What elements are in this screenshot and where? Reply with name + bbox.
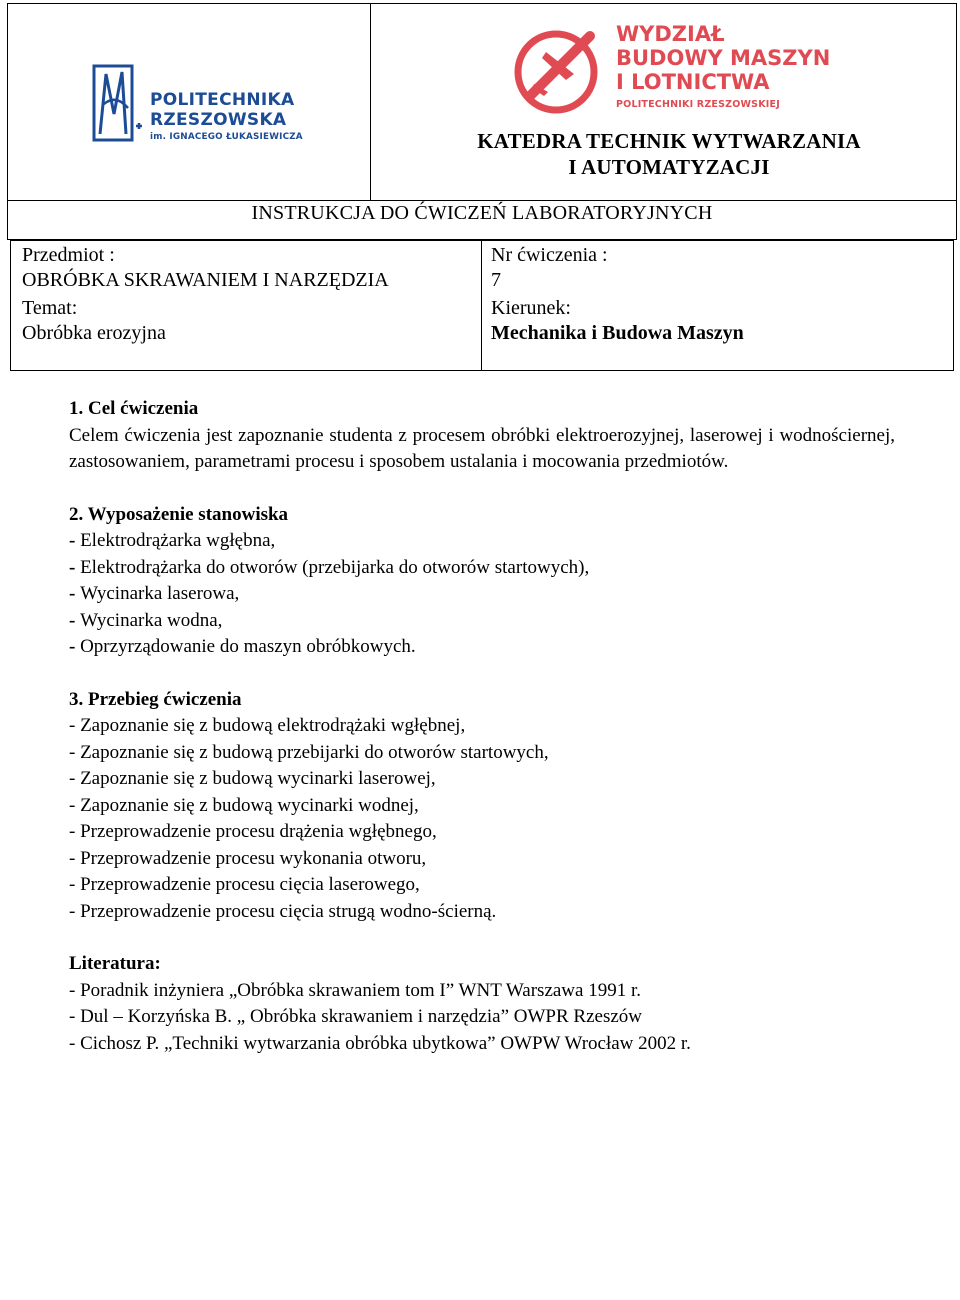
logo-text: BUDOWY MASZYN	[616, 46, 831, 70]
list-item: - Przeprowadzenie procesu drążenia wgłębnego,	[69, 821, 437, 842]
department-name	[372, 128, 960, 180]
header-divider	[8, 200, 956, 201]
subject-value: OBRÓBKA SKRAWANIEM I NARZĘDZIA	[22, 269, 389, 291]
logo-text: I LOTNICTWA	[616, 70, 770, 94]
department-line: KATEDRA TECHNIK WYTWARZANIA	[477, 129, 861, 153]
literature-item: - Poradnik inżyniera „Obróbka skrawaniem tom I” WNT Warszawa 1991 r.	[69, 979, 641, 1001]
logo-subtitle: POLITECHNIKI RZESZOWSKIEJ	[616, 99, 780, 110]
logo-subtitle: im. IGNACEGO ŁUKASIEWICZA	[150, 132, 303, 142]
list-item: - Zapoznanie się z budową przebijarki do otworów startowych,	[69, 741, 549, 763]
list-item: - Zapoznanie się z budową wycinarki wodnej,	[69, 794, 419, 816]
section-heading: 1. Cel ćwiczenia	[69, 398, 199, 419]
exercise-label: Nr ćwiczenia :	[491, 244, 608, 266]
literature-heading: Literatura:	[69, 953, 161, 974]
wydzial-logo	[508, 22, 831, 122]
topic-label: Temat:	[22, 297, 78, 319]
list-item: - Przeprowadzenie procesu cięcia strugą wodno-ścierną.	[69, 900, 497, 922]
department-line: I AUTOMATYZACJI	[568, 155, 770, 179]
table-divider	[481, 241, 482, 370]
exercise-value: 7	[491, 269, 501, 291]
topic-value: Obróbka erozyjna	[22, 322, 166, 344]
instruction-title: INSTRUKCJA DO ĆWICZEŃ LABORATORYJNYCH	[251, 202, 713, 224]
list-item-text: Oprzyrządowanie do maszyn obróbkowych.	[80, 636, 416, 657]
subject-label: Przedmiot :	[22, 244, 115, 266]
list-item: - Zapoznanie się z budową elektrodrążaki wgłębnej,	[69, 715, 466, 736]
field-value: Mechanika i Budowa Maszyn	[491, 322, 744, 344]
politechnika-logo	[92, 64, 303, 148]
field-cell	[491, 296, 744, 346]
list-item: - Wycinarka wodna,	[69, 609, 223, 631]
list-item: - Przeprowadzenie procesu wykonania otworu,	[69, 847, 427, 869]
aircraft-emblem-icon	[508, 22, 608, 122]
literature-item: - Dul – Korzyńska B. „ Obróbka skrawaniem i narzędzia” OWPR Rzeszów	[69, 1006, 642, 1027]
logo-text: WYDZIAŁ	[616, 22, 725, 46]
list-item: - Oprzyrządowanie do maszyn obróbkowych.	[69, 636, 416, 657]
list-item-text: Wycinarka wodna,	[80, 609, 223, 631]
list-item: - Elektrodrążarka wgłębna,	[69, 530, 276, 551]
politechnika-emblem-icon	[92, 64, 146, 148]
list-item-text: Wycinarka laserowa,	[80, 583, 240, 604]
topic-cell	[22, 296, 166, 346]
document-header	[7, 3, 957, 240]
field-label: Kierunek:	[491, 297, 571, 319]
list-item: - Elektrodrążarka do otworów (przebijarka do otworów startowych),	[69, 556, 590, 578]
list-item: - Wycinarka laserowa,	[69, 583, 240, 604]
header-divider	[370, 4, 371, 200]
list-item: - Zapoznanie się z budową wycinarki laserowej,	[69, 768, 436, 789]
list-item-text: Elektrodrążarka wgłębna,	[80, 530, 276, 551]
section-paragraph: Celem ćwiczenia jest zapoznanie studenta z procesem obróbki elektroerozyjnej, laserowej i wodnościernej, zastosowaniem, parametrami procesu i sposobem ustalania i mocowania przedmiotów.	[69, 424, 895, 472]
literature-item: - Cichosz P. „Techniki wytwarzania obróbka ubytkowa” OWPW Wrocław 2002 r.	[69, 1032, 691, 1054]
subject-cell	[22, 243, 389, 293]
list-item: - Przeprowadzenie procesu cięcia laserowego,	[69, 874, 420, 895]
section-heading: 2. Wyposażenie stanowiska	[69, 503, 289, 525]
exercise-cell	[491, 243, 608, 293]
document-body	[69, 396, 895, 1057]
section-heading: 3. Przebieg ćwiczenia	[69, 688, 242, 710]
logo-text: POLITECHNIKA	[150, 90, 295, 110]
list-item-text: Elektrodrążarka do otworów (przebijarka do otworów startowych),	[80, 556, 590, 578]
subject-table	[10, 240, 954, 371]
logo-text: RZESZOWSKA	[150, 110, 287, 130]
